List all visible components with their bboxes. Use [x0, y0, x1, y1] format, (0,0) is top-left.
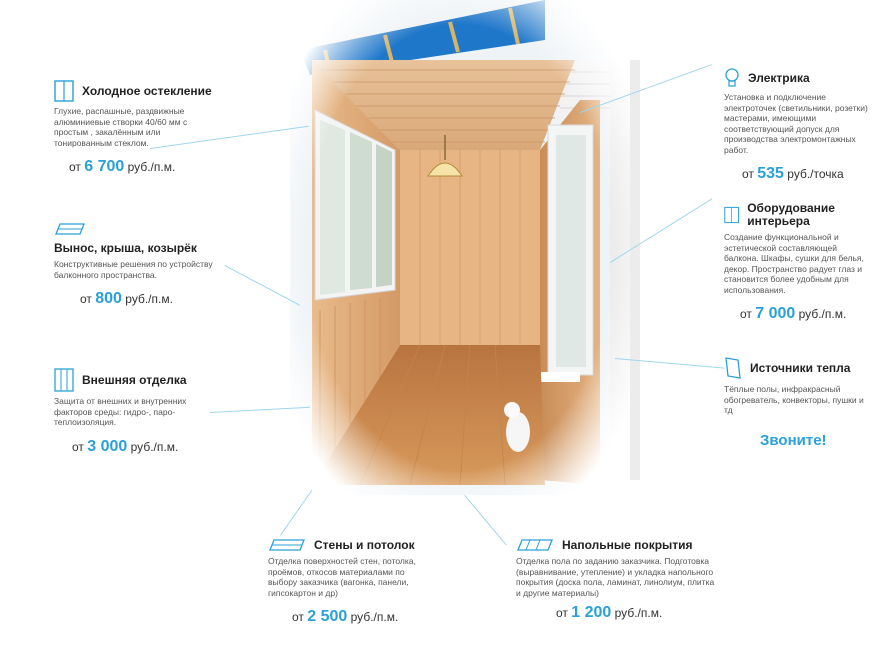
walls-block [268, 538, 418, 626]
roof-title: Вынос, крыша, козырёк [54, 241, 197, 255]
board-icon [54, 222, 86, 236]
floor-desc: Отделка пола по заданию заказчика. Подготовка (выравнивание, утепление) и укладка напольного покрытия (доска пола, ламинат, линолиум, плитка и другие материалы) [516, 556, 715, 598]
price-unit: руб./точка [787, 167, 844, 181]
heat-title: Источники тепла [750, 360, 851, 375]
price-unit: руб./п.м. [130, 439, 179, 454]
price-value: 6 700 [84, 158, 125, 175]
floor-price [556, 604, 716, 622]
price-prefix: от [742, 167, 754, 181]
price-unit: руб./п.м. [127, 160, 176, 174]
price-value: 3 000 [87, 437, 128, 455]
cold-glazing-block [54, 80, 214, 176]
roof-price [80, 290, 224, 308]
walls-title: Стены и потолок [314, 537, 415, 552]
price-prefix: от [556, 606, 568, 620]
price-value: 535 [757, 165, 784, 182]
price-prefix: от [80, 292, 92, 306]
exterior-desc: Защита от внешних и внутренних факторов среды: гидро-, паро-теплоизоляция. [54, 396, 187, 427]
heat-block [724, 356, 869, 449]
electric-desc: Установка и подключение электроточек (светильники, розетки) мастерами, имеющими соответствующий допуск для производства электромонтажных работ. [724, 92, 868, 155]
radiator-icon [724, 356, 742, 380]
interior-desc: Создание функциональной и эстетической составляющей балкона. Шкафы, сушки для белья, декор. Пространство радует глаз и становится более удобным для использования. [724, 232, 864, 295]
price-value: 7 000 [755, 305, 796, 322]
electric-title: Электрика [748, 70, 810, 85]
price-prefix: от [69, 160, 81, 174]
panel-icon [54, 368, 74, 392]
electric-price [742, 165, 874, 183]
layers-icon [268, 538, 306, 552]
walls-price [292, 608, 418, 626]
price-unit: руб./п.м. [350, 610, 399, 624]
exterior-price [72, 438, 204, 456]
call-us-text: Звоните! [760, 431, 827, 449]
cold-glazing-price [69, 158, 214, 176]
exterior-title: Внешняя отделка [82, 372, 187, 387]
roof-desc: Конструктивные решения по устройству балконного пространства. [54, 259, 213, 280]
cold-glazing-desc: Глухие, распашные, раздвижные алюминиевые створки 40/60 мм с простым , закалённым или тонированным стеклом. [54, 106, 188, 148]
walls-desc: Отделка поверхностей стен, потолка, проёмов, откосов материалами по выбору заказчика (вагонка, панели, гипсокартон и др) [268, 556, 416, 598]
lightbulb-icon [724, 68, 740, 88]
price-prefix: от [292, 610, 304, 624]
price-value: 800 [95, 290, 122, 307]
price-prefix: от [740, 307, 752, 321]
floor-icon [516, 538, 554, 552]
price-value: 2 500 [307, 608, 348, 625]
interior-title: Оборудование интерьера [747, 201, 835, 228]
price-unit: руб./п.м. [614, 606, 663, 620]
cold-glazing-title: Холодное остекление [82, 83, 212, 98]
heat-desc: Тёплые полы, инфракрасный обогреватель, конвекторы, пушки и тд [724, 384, 864, 415]
floor-title: Напольные покрытия [562, 537, 693, 552]
price-unit: руб./п.м. [125, 292, 173, 306]
price-value: 1 200 [571, 604, 612, 621]
floor-block [516, 538, 716, 622]
price-unit: руб./п.м. [798, 307, 847, 321]
roof-block [54, 220, 224, 308]
exterior-block [54, 368, 204, 456]
interior-block [724, 202, 864, 323]
interior-price [740, 305, 864, 323]
window-icon [54, 80, 74, 102]
price-prefix: от [72, 439, 84, 454]
cabinet-icon [724, 204, 739, 226]
electric-block [724, 68, 874, 183]
